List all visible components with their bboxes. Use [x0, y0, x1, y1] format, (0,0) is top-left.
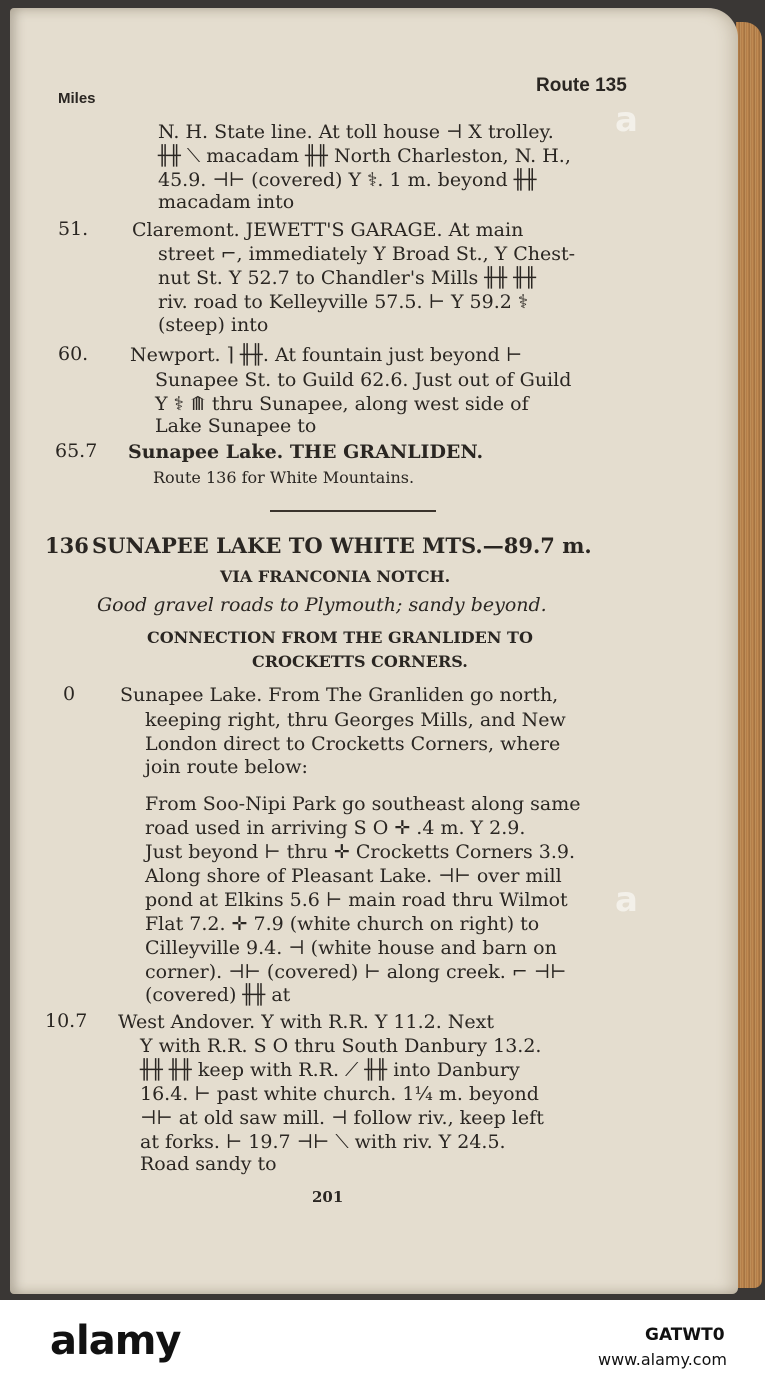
text-line: Lake Sunapee to — [155, 415, 317, 437]
text-line: Y ⚕ ⟰ thru Sunapee, along west side of — [155, 393, 529, 415]
text-line: Road sandy to — [140, 1153, 277, 1175]
text-line: Claremont. JEWETT'S GARAGE. At main — [132, 219, 524, 241]
text-line: corner). ⊣⊢ (covered) ⊢ along creek. ⌐ ⊣⊢ — [145, 961, 567, 983]
text-line: Just beyond ⊢ thru ✛ Crocketts Corners 3.9. — [145, 841, 576, 863]
text-line: Newport. ⌉ ╫╫. At fountain just beyond ⊢ — [130, 344, 523, 366]
route-note: Route 136 for White Mountains. — [153, 468, 415, 487]
mile-marker: 65.7 — [55, 440, 98, 462]
text-line: Sunapee Lake. From The Granliden go north, — [120, 684, 559, 706]
text-line: Sunapee Lake. THE GRANLIDEN. — [128, 441, 484, 463]
connection-heading: CROCKETTS CORNERS. — [252, 652, 468, 671]
page-number: 201 — [312, 1188, 344, 1206]
text-line: London direct to Crocketts Corners, where — [145, 733, 561, 755]
miles-header: Miles — [58, 90, 96, 107]
section-divider — [270, 510, 436, 512]
text-line: Along shore of Pleasant Lake. ⊣⊢ over mill — [145, 865, 562, 887]
text-line: macadam into — [158, 191, 295, 213]
text-line: West Andover. Y with R.R. Y 11.2. Next — [118, 1011, 495, 1033]
text-line: (steep) into — [158, 314, 269, 336]
connection-heading: CONNECTION FROM THE GRANLIDEN TO — [147, 628, 533, 647]
watermark-logo: a — [615, 100, 638, 140]
text-line: N. H. State line. At toll house ⊣ X trolley. — [158, 121, 554, 143]
site-url[interactable]: www.alamy.com — [598, 1350, 727, 1369]
image-id: GATWT0 — [645, 1325, 725, 1345]
text-line: ╫╫ ╫╫ keep with R.R. ⟋ ╫╫ into Danbury — [140, 1059, 520, 1081]
mile-marker: 60. — [58, 343, 89, 365]
mile-marker: 51. — [58, 218, 89, 240]
text-line: riv. road to Kelleyville 57.5. ⊢ Y 59.2 ⚕ — [158, 291, 529, 313]
route-title: SUNAPEE LAKE TO WHITE MTS.—89.7 m. — [92, 533, 592, 558]
text-line: pond at Elkins 5.6 ⊢ main road thru Wilmot — [145, 889, 568, 911]
road-note: Good gravel roads to Plymouth; sandy beyond. — [97, 594, 547, 616]
alamy-logo[interactable]: alamy — [50, 1318, 181, 1364]
text-line: join route below: — [145, 756, 308, 778]
book-page-edges — [736, 22, 762, 1288]
route-via: VIA FRANCONIA NOTCH. — [220, 567, 451, 586]
text-line: ╫╫ ⟍ macadam ╫╫ North Charleston, N. H., — [158, 145, 571, 167]
text-line: Flat 7.2. ✛ 7.9 (white church on right) to — [145, 913, 540, 935]
mile-marker: 10.7 — [45, 1010, 88, 1032]
route-header: Route 135 — [536, 75, 627, 96]
route-number: 136 — [45, 533, 89, 558]
text-line: ⊣⊢ at old saw mill. ⊣ follow riv., keep left — [140, 1107, 544, 1129]
text-line: street ⌐, immediately Y Broad St., Y Chest- — [158, 243, 576, 265]
text-line: 45.9. ⊣⊢ (covered) Y ⚕. 1 m. beyond ╫╫ — [158, 169, 537, 191]
mile-marker: 0 — [63, 683, 76, 705]
text-line: Cilleyville 9.4. ⊣ (white house and barn on — [145, 937, 557, 959]
text-line: nut St. Y 52.7 to Chandler's Mills ╫╫ ╫╫ — [158, 267, 537, 289]
text-line: From Soo-Nipi Park go southeast along same — [145, 793, 581, 815]
text-line: Sunapee St. to Guild 62.6. Just out of Guild — [155, 369, 572, 391]
text-line: keeping right, thru Georges Mills, and New — [145, 709, 566, 731]
text-line: Y with R.R. S O thru South Danbury 13.2. — [140, 1035, 542, 1057]
watermark-logo: a — [615, 880, 638, 920]
text-line: at forks. ⊢ 19.7 ⊣⊢ ⟍ with riv. Y 24.5. — [140, 1131, 506, 1153]
text-line: road used in arriving S O ✛ .4 m. Y 2.9. — [145, 817, 526, 839]
text-line: (covered) ╫╫ at — [145, 984, 291, 1006]
text-line: 16.4. ⊢ past white church. 1¼ m. beyond — [140, 1083, 539, 1105]
